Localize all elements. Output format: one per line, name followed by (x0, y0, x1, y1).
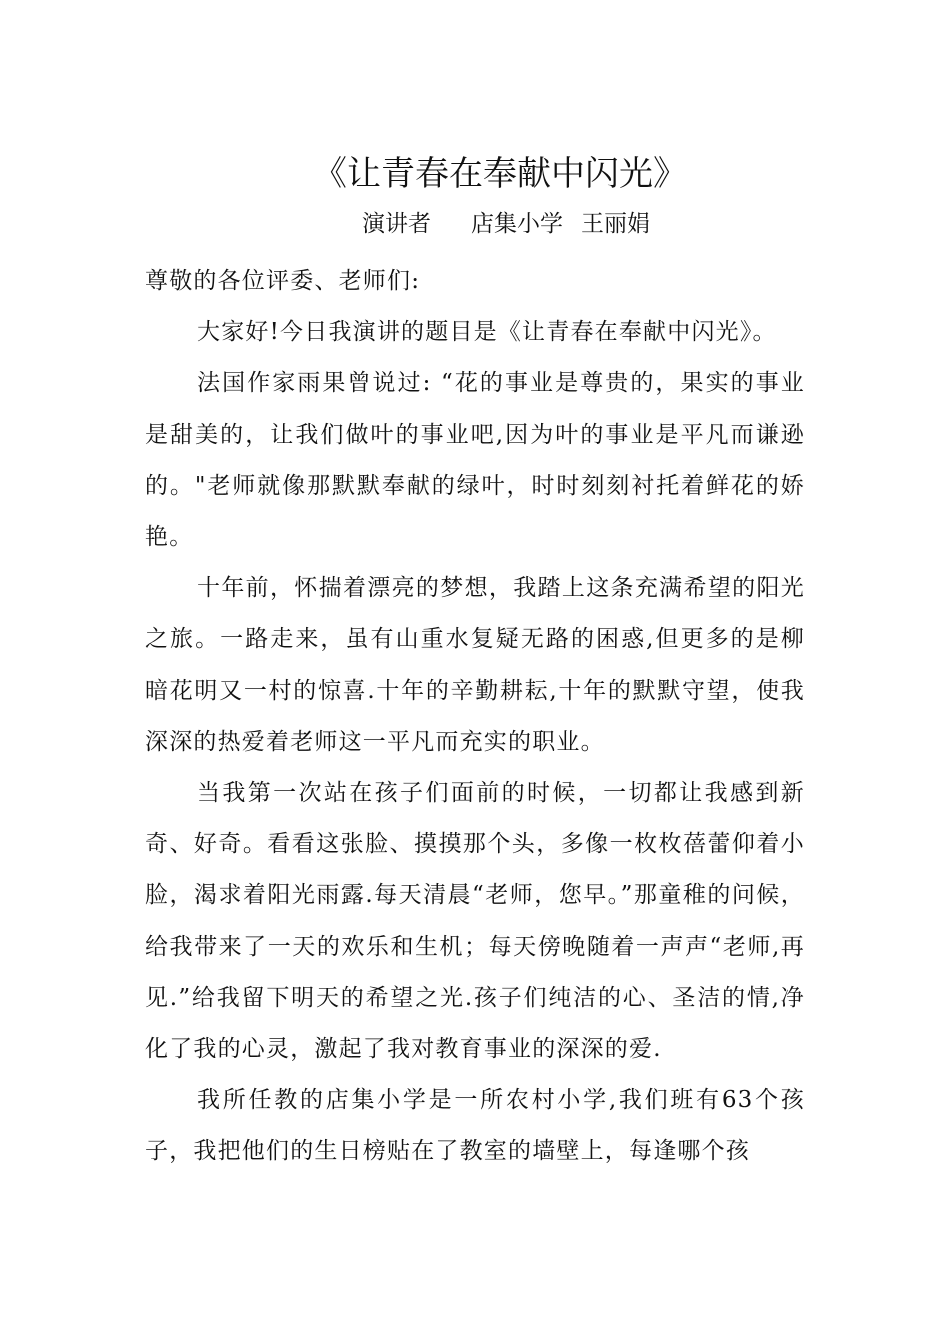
document-title: 《让青春在奉献中闪光》 (313, 154, 687, 194)
paragraph: 大家好!今日我演讲的题目是《让青春在奉献中闪光》。 (197, 319, 777, 346)
byline-school: 店集小学 (471, 211, 563, 237)
salutation: 尊敬的各位评委、老师们: (145, 268, 421, 294)
paragraph: 我所任教的店集小学是一所农村小学,我们班有63个孩子，我把他们的生日榜贴在了教室的墙壁上，每逢哪个孩 (145, 1087, 805, 1165)
paragraph: 法国作家雨果曾说过: “花的事业是尊贵的，果实的事业是甜美的，让我们做叶的事业吧,因为叶的事业是平凡而谦逊的。"老师就像那默默奉献的绿叶，时时刻刻衬托着鲜花的娇艳。 (145, 370, 805, 551)
byline-role: 演讲者 (362, 211, 431, 237)
paragraph: 当我第一次站在孩子们面前的时候，一切都让我感到新奇、好奇。看看这张脸、摸摸那个头，多像一枚枚蓓蕾仰着小脸，渴求着阳光雨露.每天清晨“老师，您早。”那童稚的问候，给我带来了一天的欢乐和生机；每天傍晚随着一声声“老师,再见.”给我留下明天的希望之光.孩子们纯洁的心、圣洁的情,净化了我的心灵，激起了我对教育事业的深深的爱. (145, 780, 805, 1063)
byline (362, 206, 650, 242)
paragraph: 十年前，怀揣着漂亮的梦想，我踏上这条充满希望的阳光之旅。一路走来，虽有山重水复疑无路的困惑,但更多的是柳暗花明又一村的惊喜.十年的辛勤耕耘,十年的默默守望，使我深深的热爱着老师这一平凡而充实的职业。 (145, 575, 805, 755)
byline-author: 王丽娟 (581, 211, 650, 237)
speech-body (145, 256, 805, 1178)
